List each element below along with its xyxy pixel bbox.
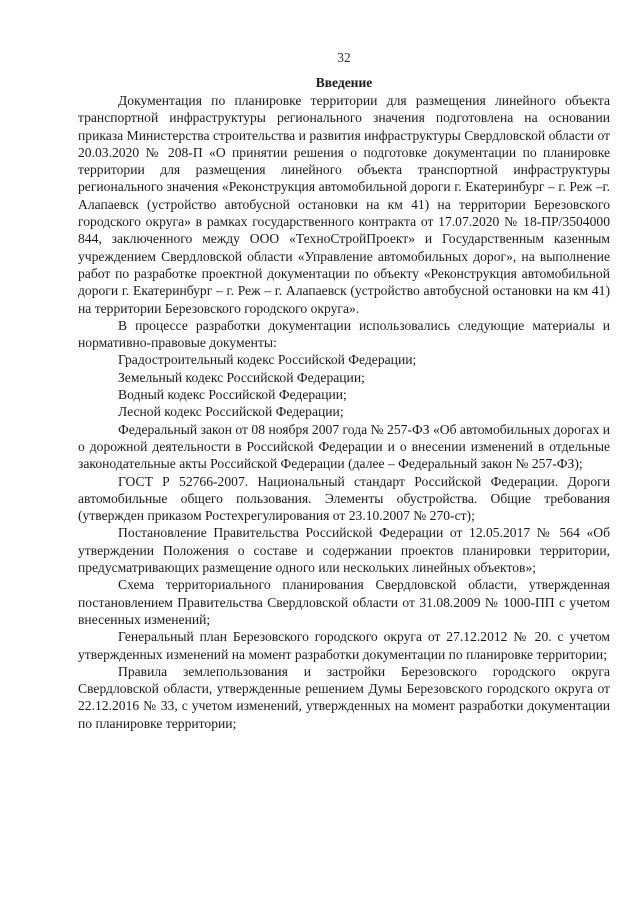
document-body — [78, 92, 610, 732]
list-item-town-planning-code: Градостроительный кодекс Российской Федерации; — [118, 352, 417, 368]
paragraph-intro: Документация по планировке территории для размещения линейного объекта транспортной инфраструктуры регионального значения подготовлена на основании приказа Министерства строительства и развития инфраструктуры Свердловской области от 20.03.2020 № 208-П «О принятии решения о подготовке документации по планировке территории для размещения линейного объекта транспортной инфраструктуры регионального значения «Реконструкция автомобильной дороги г. Екатеринбург – г. Реж –г. Алапаевск (устройство автобусной остановки на км 41) на территории Березовского городского округа» в рамках государственного контракта от 17.07.2020 № 18-ПР/3504000 844, заключенного между ООО «ТехноСтройПроект» и Государственным казенным учреждением Свердловской области «Управление автомобильных дорог», на выполнение работ по разработке проектной документации по объекту «Реконструкция автомобильной дороги г. Екатеринбург – г. Реж – г. Алапаевск (устройство автобусной остановки на км 41) на территории Березовского городского округа». — [78, 93, 610, 316]
list-item-forest-code: Лесной кодекс Российской Федерации; — [118, 404, 344, 420]
section-title: Введение — [315, 75, 373, 90]
list-item-zoning-rules: Правила землепользования и застройки Березовского городского округа Свердловской области, утвержденные решением Думы Березовского городского округа от 22.12.2016 № 33, с учетом изменений, утвержденных на момент разработки документации по планировке территории; — [78, 663, 610, 731]
list-item-federal-law: Федеральный закон от 08 ноября 2007 года № 257-ФЗ «Об автомобильных дорогах и о дорожной деятельности в Российской Федерации и о внесении изменений в отдельные законодательные акты Российской Федерации (далее – Федеральный закон № 257-ФЗ); — [78, 421, 610, 472]
page-number: 32 — [337, 50, 351, 65]
list-item-territorial-scheme: Схема территориального планирования Свердловской области, утвержденная постановлением Правительства Свердловской области от 31.08.2009 № 1000-ПП с учетом внесенных изменений; — [78, 577, 610, 627]
list-item-government-decree: Постановление Правительства Российской Федерации от 12.05.2017 № 564 «Об утверждении Положения о составе и содержании проектов планировки территории, предусматривающих размещение одного или нескольких линейных объектов»; — [78, 525, 610, 576]
paragraph-materials-intro: В процессе разработки документации использовались следующие материалы и нормативно-правовые документы: — [78, 317, 610, 351]
list-item-water-code: Водный кодекс Российской Федерации; — [118, 387, 347, 403]
list-item-land-code: Земельный кодекс Российской Федерации; — [118, 369, 365, 385]
document-page — [78, 50, 610, 732]
list-item-general-plan: Генеральный план Березовского городского округа от 27.12.2012 № 20. с учетом утвержденных изменений на момент разработки документации по планировке территории; — [78, 629, 610, 662]
list-item-gost: ГОСТ Р 52766-2007. Национальный стандарт Российской Федерации. Дороги автомобильные общего пользования. Элементы обустройства. Общие требования (утвержден приказом Ростехрегулирования от 23.10.2007 № 270-ст); — [78, 473, 610, 524]
